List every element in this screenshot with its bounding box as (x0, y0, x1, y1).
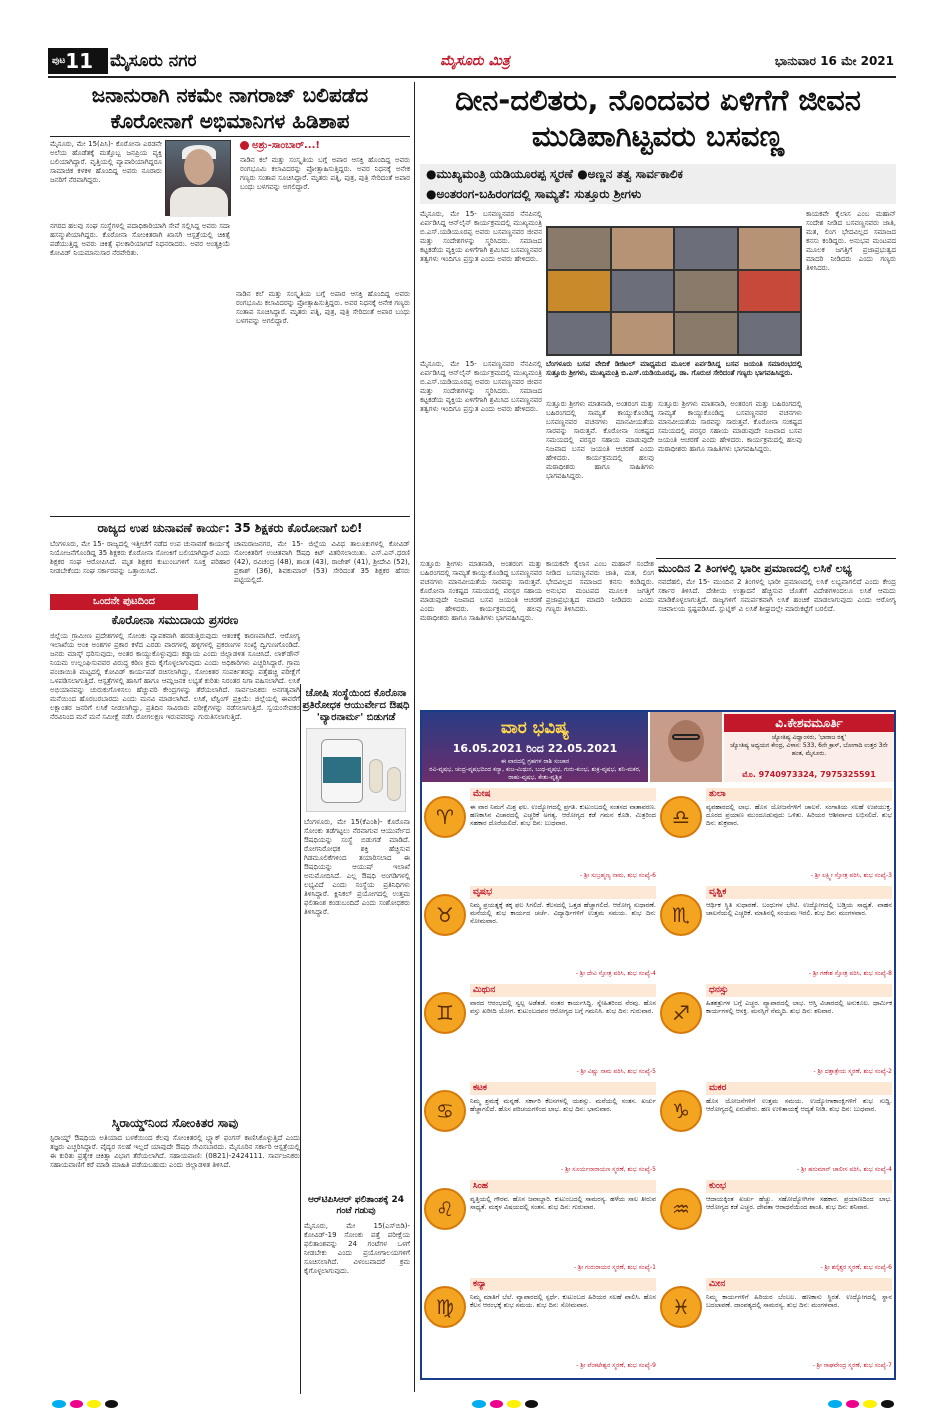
horoscope-sign (422, 884, 658, 984)
story1-body-b-cont: ನಾಡಿನ ಕಲೆ ಮತ್ತು ಸಂಸ್ಕೃತಿಯ ಬಗ್ಗೆ ಅಪಾರ ಆಸಕ್ತಿ ಹೊಂದಿದ್ದ ಅವರು ರಂಗಭೂಮಿ ಕಲಾವಿದರನ್ನು ಪ್ರೋತ್ಸಾಹಿಸುತ್ತಿದ್ದರು. ಅವರ ನಿಧನಕ್ಕೆ ಅನೇಕ ಗಣ್ಯರು ಸಂತಾಪ ಸೂಚಿಸಿದ್ದಾರೆ. ಮೃತರು ಪತ್ನಿ, ಪುತ್ರ, ಪುತ್ರಿ ಸೇರಿದಂತೆ ಅಪಾರ ಬಂಧು ಬಳಗವನ್ನು ಅಗಲಿದ್ದಾರೆ. (236, 290, 410, 325)
horoscope-sign (422, 1080, 658, 1180)
sign-text: ಆದಾಯಕ್ಕಿಂತ ಖರ್ಚು ಹೆಚ್ಚು. ಸಹೋದ್ಯೋಗಿಗಳ ಸಹಕಾರ. ಪ್ರಯಾಣದಿಂದ ಲಾಭ. ಆರೋಗ್ಯದ ಕಡೆ ಎಚ್ಚರ. ದೇವತಾ ಆರಾಧನೆಯಿಂದ ಶಾಂತಿ. ಶುಭ ದಿನ: ಶನಿವಾರ. (706, 1195, 892, 1211)
page-prefix: ಪುಟ (52, 56, 66, 66)
sign-footer: - ಶ್ರೀ ಗುರುರಾಯರ ಸ್ಮರಣೆ, ಶುಭ ಸಂಖ್ಯೆ-1 (573, 1264, 656, 1271)
bullet-line: ●ಅಂತರಂಗ-ಬಹಿರಂಗದಲ್ಲಿ ಸಾಮ್ಯತೆ: ಸುತ್ತೂರು ಶ್ರೀಗಳು (426, 187, 642, 201)
sign-footer: - ಶ್ರೀ ದೇವಿ ಸ್ತೋತ್ರ ಪಠಿಸಿ, ಶುಭ ಸಂಖ್ಯೆ-4 (575, 970, 656, 977)
horoscope-planets (422, 758, 648, 782)
astrologer-details (728, 734, 890, 758)
story7-body: ನವದೆಹಲಿ, ಮೇ 15- ಮುಂದಿನ 2 ತಿಂಗಳಲ್ಲಿ ಭಾರೀ ಪ್ರಮಾಣದಲ್ಲಿ ಲಸಿಕೆ ಲಭ್ಯವಾಗಲಿದೆ ಎಂದು ಕೇಂದ್ರ ಸರ್ಕಾರ ತಿಳಿಸಿದೆ. ದೇಶೀಯ ಉತ್ಪಾದನೆ ಹೆಚ್ಚಿಸುವ ಜೊತೆಗೆ ವಿದೇಶಗಳಿಂದಲೂ ಲಸಿಕೆ ಆಮದು ಮಾಡಿಕೊಳ್ಳಲಾಗುತ್ತಿದೆ. ರಾಜ್ಯಗಳಿಗೆ ಸಮರ್ಪಕವಾಗಿ ಲಸಿಕೆ ಹಂಚಿಕೆ ಮಾಡಲಾಗುವುದು ಎಂದು ಆರೋಗ್ಯ ಸಚಿವಾಲಯ ಸ್ಪಷ್ಟಪಡಿಸಿದೆ. ಸ್ಪುಟ್ನಿಕ್ ವಿ ಲಸಿಕೆ ಶೀಘ್ರದಲ್ಲೇ ಮಾರುಕಟ್ಟೆಗೆ ಬರಲಿದೆ. (658, 578, 896, 613)
medicine-bottle-photo (306, 728, 406, 812)
divider (50, 136, 410, 137)
print-color-marks (470, 1400, 540, 1408)
sign-footer: - ಶ್ರೀ ವಿಷ್ಣು ನಾಮ ಪಠಿಸಿ, ಶುಭ ಸಂಖ್ಯೆ-5 (576, 1068, 656, 1075)
story2-body: ಬೆಂಗಳೂರು, ಮೇ 15- ರಾಜ್ಯದಲ್ಲಿ ಇತ್ತೀಚೆಗೆ ನಡೆದ ಉಪ ಚುನಾವಣೆ ಕಾರ್ಯಕ್ಕೆ ನಿಯೋಜನೆಗೊಂಡಿದ್ದ 35 ಶಿಕ್ಷಕರು ಕೊರೋನಾ ಸೋಂಕಿಗೆ ಬಲಿಯಾಗಿದ್ದಾರೆ ಎಂದು ಶಿಕ್ಷಕರ ಸಂಘ ಆರೋಪಿಸಿದೆ. ಮೃತ ಶಿಕ್ಷಕರ ಕುಟುಂಬಗಳಿಗೆ ಸೂಕ್ತ ಪರಿಹಾರ ನೀಡಬೇಕೆಂದು ಸಂಘ ಸರ್ಕಾರವನ್ನು ಒತ್ತಾಯಿಸಿದೆ. (50, 540, 230, 575)
horoscope-sign (422, 1276, 658, 1376)
box1-body: ಬೆಂಗಳೂರು, ಮೇ 15(ಕೆಎಂಶಿ)- ಕೊರೊನಾ ಸೋಂಕು ತಡೆಗಟ್ಟಲು ನೆರವಾಗುವ ಆಯುರ್ವೇದ ಔಷಧಿಯನ್ನು ಸಂಸ್ಥೆ ಬಿಡುಗಡೆ ಮಾಡಿದೆ. ರೋಗನಿರೋಧಕ ಶಕ್ತಿ ಹೆಚ್ಚಿಸುವ ಗಿಡಮೂಲಿಕೆಗಳಿಂದ ತಯಾರಿಸಲಾದ ಈ ಔಷಧಿಯನ್ನು ಆಯುಷ್ ಇಲಾಖೆ ಅನುಮೋದಿಸಿದೆ. ಎಲ್ಲ ಔಷಧಿ ಅಂಗಡಿಗಳಲ್ಲಿ ಲಭ್ಯವಿದೆ ಎಂದು ಸಂಸ್ಥೆಯ ಪ್ರತಿನಿಧಿಗಳು ತಿಳಿಸಿದ್ದಾರೆ. ಕ್ಲಿನಿಕಲ್ ಪ್ರಯೋಗದಲ್ಲಿ ಉತ್ತಮ ಫಲಿತಾಂಶ ಕಂಡುಬಂದಿದೆ ಎಂದು ಸಂಶೋಧಕರು ತಿಳಿಸಿದ್ದಾರೆ. (304, 818, 410, 916)
continued-band: ಒಂದನೇ ಪುಟದಿಂದ (50, 594, 198, 610)
divider (656, 558, 896, 559)
sign-text: ನಿಮ್ಮ ಕಾರ್ಯಗಳಿಗೆ ಹಿರಿಯರ ಬೆಂಬಲ. ಹಣಕಾಸು ಸ್ಥಿರತೆ. ಉದ್ಯೋಗದಲ್ಲಿ ಸ್ಥಾನ ಬದಲಾವಣೆ. ದಾಂಪತ್ಯದಲ್ಲಿ ಸಾಮರಸ್ಯ. ಶುಭ ದಿನ: ಮಂಗಳವಾರ. (706, 1293, 892, 1309)
bullet-line: ●ಮುಖ್ಯಮಂತ್ರಿ ಯಡಿಯೂರಪ್ಪ ಸ್ಮರಣೆ ●ಅಣ್ಣನ ತತ್ವ ಸಾರ್ವಕಾಲಿಕ (426, 167, 683, 181)
astrologer-photo (650, 712, 722, 782)
divider (50, 516, 410, 517)
sign-footer: - ಶ್ರೀ ಹನುಮಾನ್ ಚಾಲೀಸ ಪಠಿಸಿ, ಶುಭ ಸಂಖ್ಯೆ-4 (796, 1166, 892, 1173)
story6-body-c: ಸುತ್ತೂರು ಶ್ರೀಗಳು ಮಾತನಾಡಿ, ಅಂತರಂಗ ಮತ್ತು ಬಹಿರಂಗದಲ್ಲಿ ಸಾಮ್ಯತೆ ಕಾಯ್ದುಕೊಂಡಿದ್ದ ಬಸವಣ್ಣನವರ ವಚನಗಳು ಮಾನವೀಯತೆಯ ಸಾರವನ್ನು ಸಾರುತ್ತವೆ. ಕೊರೋನಾ ಸಂಕಷ್ಟದ ಸಮಯದಲ್ಲಿ ಪರಸ್ಪರ ಸಹಾಯ ಮಾಡುವುದೇ ನಿಜವಾದ ಬಸವ ಜಯಂತಿ ಆಚರಣೆ ಎಂದು ಹೇಳಿದರು. ಕಾರ್ಯಕ್ರಮದಲ್ಲಿ ಹಲವು ಮಠಾಧೀಶರು ಹಾಗೂ ಸಾಹಿತಿಗಳು ಭಾಗವಹಿಸಿದ್ದರು. (546, 400, 654, 480)
box2-body: ಮೈಸೂರು, ಮೇ 15(ಎಸ್‌ಬಿಡಿ)- ಕೋವಿಡ್-19 ಸೋಂಕು ಪತ್ತೆ ಪರೀಕ್ಷೆಯ ಫಲಿತಾಂಶವನ್ನು 24 ಗಂಟೆಗಳ ಒಳಗೆ ನೀಡಬೇಕು ಎಂದು ಪ್ರಯೋಗಾಲಯಗಳಿಗೆ ಸೂಚಿಸಲಾಗಿದೆ. ವಿಳಂಬವಾದರೆ ಕ್ರಮ ಕೈಗೊಳ್ಳಲಾಗುವುದು. (304, 1222, 410, 1275)
horoscope-sign (658, 1178, 894, 1278)
portrait-photo (165, 140, 231, 216)
story1-headline: ಜನಾನುರಾಗಿ ನಕಮೇ ನಾಗರಾಜ್ ಬಲಿಪಡೆದ ಕೊರೋನಾಗೆ ಅಭಿಮಾನಿಗಳ ಹಿಡಿಶಾಪ (91, 83, 369, 133)
horoscope-sign (658, 1080, 894, 1180)
print-color-marks (50, 1400, 120, 1408)
story-tag (240, 140, 320, 151)
astrologer-title: ಜ್ಯೋತಿಷ್ಯ ವಿದ್ವಾಂಸರು, 'ಭಾರಾಜ ರತ್ನ' (771, 734, 847, 741)
sign-name: ಕಟಕ (470, 1082, 656, 1095)
sign-footer: - ಶ್ರೀ ಸೂರ್ಯನಾರಾಯಣ ಸ್ಮರಣೆ, ಶುಭ ಸಂಖ್ಯೆ-5 (561, 1166, 656, 1173)
sign-text: ವೃತ್ತಿಯಲ್ಲಿ ಗೌರವ. ಹೊಸ ಜವಾಬ್ದಾರಿ. ಕುಟುಂಬದಲ್ಲಿ ಸಾಮರಸ್ಯ. ಹಳೆಯ ಸಾಲ ತೀರುವ ಸಾಧ್ಯತೆ. ಮಕ್ಕಳ ವಿಷಯದಲ್ಲಿ ಸಂತಸ. ಶುಭ ದಿನ: ಗುರುವಾರ. (470, 1195, 656, 1211)
zodiac-icon: ♓ (660, 1286, 702, 1328)
column-rule (414, 82, 415, 1392)
zodiac-icon: ♒ (660, 1188, 702, 1230)
sign-footer: - ಶ್ರೀ ಶನೈಶ್ಚರ ಸ್ಮರಣೆ, ಶುಭ ಸಂಖ್ಯೆ-6 (820, 1264, 892, 1271)
sign-name: ತುಲಾ (706, 788, 892, 801)
horoscope-sign (658, 1276, 894, 1376)
zodiac-icon: ♈ (424, 796, 466, 838)
sign-name: ವೃಶ್ಚಿಕ (706, 886, 892, 899)
horoscope-sign (422, 982, 658, 1082)
zodiac-icon: ♍ (424, 1286, 466, 1328)
story6-headline: ದೀನ-ದಲಿತರು, ನೊಂದವರ ಏಳಿಗೆಗೆ ಜೀವನ ಮುಡಿಪಾಗಿಟ್ಟವರು ಬಸವಣ್ಣ (455, 83, 861, 153)
sign-name: ಕುಂಭ (706, 1180, 892, 1193)
zodiac-icon: ♎ (660, 796, 702, 838)
horoscope-sign (422, 1178, 658, 1278)
page-number: 11 (65, 49, 94, 73)
story5-body: ಚಾಮರಾಜನಗರ, ಮೇ 15- ಜಿಲ್ಲೆಯ ವಿವಿಧ ತಾಲೂಕುಗಳಲ್ಲಿ ಕೋವಿಡ್ ಸೋಂಕಿತರಿಗೆ ಉಚಿತವಾಗಿ ಔಷಧಿ ಕಿಟ್ ವಿತರಿಸಲಾಯಿತು. ಎಸ್.ಎನ್.ಧರಣಿ (42), ರವಿಚಂದ್ರ (48), ಶಾಂತ (43), ರಾಜೇಶ್ (41), ಶ್ರೀದೇವಿ (52), ಪ್ರಕಾಶ್ (36), ಶಿವಕುಮಾರ್ (53) ಸೇರಿದಂತೆ 35 ಶಿಕ್ಷಕರ ಹೆಸರು ಪಟ್ಟಿಯಲ್ಲಿದೆ. (234, 540, 410, 584)
sign-name: ಕನ್ಯಾ (470, 1278, 656, 1291)
zodiac-icon: ♉ (424, 894, 466, 936)
sign-text: ಈ ವಾರ ನಿಮಗೆ ಮಿಶ್ರ ಫಲ. ಉದ್ಯೋಗದಲ್ಲಿ ಪ್ರಗತಿ. ಕುಟುಂಬದಲ್ಲಿ ಸಂತಸದ ವಾತಾವರಣ. ಹಣಕಾಸಿನ ವಿಚಾರದಲ್ಲಿ ಎಚ್ಚರಿಕೆ ಅಗತ್ಯ. ಆರೋಗ್ಯದ ಕಡೆ ಗಮನ ಕೊಡಿ. ಮಿತ್ರರಿಂದ ಸಹಕಾರ ದೊರೆಯಲಿದೆ. ಶುಭ ದಿನ: ಬುಧವಾರ. (470, 803, 656, 827)
horoscope-sign (658, 982, 894, 1082)
story6-body-a-cont: ಮೈಸೂರು, ಮೇ 15- ಬಸವಣ್ಣನವರ ನೆನಪಿನಲ್ಲಿ ಏರ್ಪಡಿಸಿದ್ದ ಆನ್‌ಲೈನ್ ಕಾರ್ಯಕ್ರಮದಲ್ಲಿ ಮುಖ್ಯಮಂತ್ರಿ ಬಿ.ಎಸ್.ಯಡಿಯೂರಪ್ಪ ಅವರು ಬಸವಣ್ಣನವರ ಜೀವನ ಮತ್ತು ಸಂದೇಶಗಳನ್ನು ಸ್ಮರಿಸಿದರು. ಸಮಾಜದ ಕಟ್ಟಕಡೆಯ ವ್ಯಕ್ತಿಯ ಏಳಿಗೆಗಾಗಿ ಶ್ರಮಿಸಿದ ಬಸವಣ್ಣನವರ ತತ್ವಗಳು ಇಂದಿಗೂ ಪ್ರಸ್ತುತ ಎಂದು ಅವರು ಹೇಳಿದರು. (420, 360, 542, 413)
astrologer-address: ಜ್ಯೋತಿಷ್ಯ ಅಧ್ಯಯನ ಕೇಂದ್ರ, ವಿಳಾಸ: 533, 6ನೇ ಕ್ರಾಸ್, ಬೋಗಾದಿ ಉತ್ತರ 3ನೇ ಹಂತ, ಮೈಸೂರು. (730, 742, 888, 757)
astrologer-name: ವಿ.ಕೇಶವಮೂರ್ತಿ (724, 714, 894, 732)
sign-name: ಮೇಷ (470, 788, 656, 801)
sign-footer: - ಶ್ರೀ ವೆಂಕಟೇಶ್ವರ ಸ್ಮರಣೆ, ಶುಭ ಸಂಖ್ಯೆ-9 (576, 1362, 656, 1369)
sign-text: ನಿಮ್ಮ ಶ್ರಮಕ್ಕೆ ಮನ್ನಣೆ. ಸರ್ಕಾರಿ ಕೆಲಸಗಳಲ್ಲಿ ಯಶಸ್ಸು. ಮನೆಯಲ್ಲಿ ಸಂತಸ. ಖರ್ಚು ಹೆಚ್ಚಾಗಲಿದೆ. ಹೊಸ ಪರಿಚಯಗಳಿಂದ ಲಾಭ. ಶುಭ ದಿನ: ಭಾನುವಾರ. (470, 1097, 656, 1113)
story4-headline: ಸ್ಕಿರಾಯ್ಡ್‌ನಿಂದ ಸೋಂಕಿತರ ಸಾವು (111, 1116, 239, 1130)
sign-footer: - ಶ್ರೀ ಗಣೇಶ ಸ್ತೋತ್ರ ಪಠಿಸಿ, ಶುಭ ಸಂಖ್ಯೆ-8 (808, 970, 892, 977)
sign-name: ಮೀನ (706, 1278, 892, 1291)
zodiac-icon: ♌ (424, 1188, 466, 1230)
sign-name: ಸಿಂಹ (470, 1180, 656, 1193)
horoscope-sign (658, 884, 894, 984)
sign-name: ಮಿಥುನ (470, 984, 656, 997)
header-rule (48, 76, 896, 78)
story3-body: ಜಿಲ್ಲೆಯ ಗ್ರಾಮೀಣ ಪ್ರದೇಶಗಳಲ್ಲಿ ಸೋಂಕು ವ್ಯಾಪಕವಾಗಿ ಹರಡುತ್ತಿರುವುದು ಆತಂಕಕ್ಕೆ ಕಾರಣವಾಗಿದೆ. ಆರೋಗ್ಯ ಇಲಾಖೆಯ ಅಂಕಿ ಅಂಶಗಳ ಪ್ರಕಾರ ಕಳೆದ ಎರಡು ವಾರಗಳಲ್ಲಿ ಹಳ್ಳಿಗಳಲ್ಲಿ ಪ್ರಕರಣಗಳ ಸಂಖ್ಯೆ ದ್ವಿಗುಣಗೊಂಡಿದೆ. ಜನರು ಮಾಸ್ಕ್ ಧರಿಸುವುದು, ಅಂತರ ಕಾಯ್ದುಕೊಳ್ಳುವುದು ಕಡ್ಡಾಯ ಎಂದು ಜಿಲ್ಲಾಡಳಿತ ಸೂಚಿಸಿದೆ. ಲಾಕ್‌ಡೌನ್ ನಿಯಮ ಉಲ್ಲಂಘಿಸುವವರ ವಿರುದ್ಧ ಕಠಿಣ ಕ್ರಮ ಕೈಗೊಳ್ಳಲಾಗುವುದು ಎಂದು ಅಧಿಕಾರಿಗಳು ಎಚ್ಚರಿಸಿದ್ದಾರೆ. ಗ್ರಾಮ ಪಂಚಾಯಿತಿ ಮಟ್ಟದಲ್ಲಿ ಕೋವಿಡ್ ಕಾರ್ಯಪಡೆ ರಚಿಸಲಾಗಿದ್ದು, ಸೋಂಕಿತರ ಸಂಪರ್ಕಿತರನ್ನು ಪತ್ತೆಹಚ್ಚಿ ಪರೀಕ್ಷೆಗೆ ಒಳಪಡಿಸಲಾಗುತ್ತಿದೆ. ಆಸ್ಪತ್ರೆಗಳಲ್ಲಿ ಹಾಸಿಗೆ ಹಾಗೂ ಆಮ್ಲಜನಕ ಲಭ್ಯತೆ ಕುರಿತು ನಿರಂತರ ನಿಗಾ ವಹಿಸಲಾಗಿದೆ. ಲಸಿಕೆ ಅಭಿಯಾನವನ್ನು ಚುರುಕುಗೊಳಿಸಲು ಹೆಚ್ಚುವರಿ ಕೇಂದ್ರಗಳನ್ನು ತೆರೆಯಲಾಗಿದೆ. ಸಾರ್ವಜನಿಕರು ಅನಗತ್ಯವಾಗಿ ಮನೆಯಿಂದ ಹೊರಬರಬಾರದು ಎಂದು ಮನವಿ ಮಾಡಲಾಗಿದೆ. ಲಸಿಕೆ, ಟೆಸ್ಟಿಂಗ್ ಪ್ರಕ್ರಿಯೆ: ಜಿಲ್ಲೆಯಲ್ಲಿ ಈವರೆಗೆ ಲಕ್ಷಾಂತರ ಜನರಿಗೆ ಲಸಿಕೆ ನೀಡಲಾಗಿದ್ದು, ಪ್ರತಿದಿನ ಸಾವಿರಾರು ಪರೀಕ್ಷೆಗಳನ್ನು ನಡೆಸಲಾಗುತ್ತಿದೆ. ಸ್ವಯಂಸೇವಕರ ನೆರವಿನಿಂದ ಮನೆ ಮನೆ ಸಮೀಕ್ಷೆ ನಡೆಸಿ ರೋಗಲಕ್ಷಣ ಇರುವವರನ್ನು ಗುರುತಿಸಲಾಗುತ್ತಿದೆ. (50, 632, 300, 721)
story1-body-c: ನಗರದ ಹಲವು ಸಂಘ ಸಂಸ್ಥೆಗಳಲ್ಲಿ ಪದಾಧಿಕಾರಿಯಾಗಿ ಸೇವೆ ಸಲ್ಲಿಸಿದ್ದ ಅವರು ಸದಾ ಹಸನ್ಮುಖಿಯಾಗಿದ್ದರು. ಕೊರೋನಾ ಸೋಂಕಿತರಾಗಿ ಖಾಸಗಿ ಆಸ್ಪತ್ರೆಯಲ್ಲಿ ಚಿಕಿತ್ಸೆ ಪಡೆಯುತ್ತಿದ್ದ ಅವರು ಚಿಕಿತ್ಸೆ ಫಲಕಾರಿಯಾಗದೆ ನಿಧನರಾದರು. ಅವರ ಅಂತ್ಯಕ್ರಿಯೆ ಕೋವಿಡ್ ನಿಯಮಾನುಸಾರ ನೆರವೇರಿತು. (50, 222, 230, 257)
story1-body-b: ನಾಡಿನ ಕಲೆ ಮತ್ತು ಸಂಸ್ಕೃತಿಯ ಬಗ್ಗೆ ಅಪಾರ ಆಸಕ್ತಿ ಹೊಂದಿದ್ದ ಅವರು ರಂಗಭೂಮಿ ಕಲಾವಿದರನ್ನು ಪ್ರೋತ್ಸಾಹಿಸುತ್ತಿದ್ದರು. ಅವರ ನಿಧನಕ್ಕೆ ಅನೇಕ ಗಣ್ಯರು ಸಂತಾಪ ಸೂಚಿಸಿದ್ದಾರೆ. ಮೃತರು ಪತ್ನಿ, ಪುತ್ರ, ಪುತ್ರಿ ಸೇರಿದಂತೆ ಅಪಾರ ಬಂಧು ಬಳಗವನ್ನು ಅಗಲಿದ್ದಾರೆ. (240, 156, 410, 191)
video-call-photo (546, 226, 802, 356)
horoscope-dates: 16.05.2021 ರಿಂದ 22.05.2021 (452, 742, 618, 755)
zodiac-icon: ♊ (424, 992, 466, 1034)
sign-text: ವಾರದ ಆರಂಭದಲ್ಲಿ ಸ್ವಲ್ಪ ಅಡೆತಡೆ. ನಂತರ ಕಾರ್ಯಸಿದ್ಧಿ. ಸ್ನೇಹಿತರಿಂದ ನೆರವು. ಹೊಸ ವಸ್ತು ಖರೀದಿ ಯೋಗ. ಕುಟುಂಬದವರ ಆರೋಗ್ಯದ ಬಗ್ಗೆ ಗಮನಿಸಿ. ಶುಭ ದಿನ: ಗುರುವಾರ. (470, 999, 656, 1015)
story6-body-c-cont: ಸುತ್ತೂರು ಶ್ರೀಗಳು ಮಾತನಾಡಿ, ಅಂತರಂಗ ಮತ್ತು ಬಹಿರಂಗದಲ್ಲಿ ಸಾಮ್ಯತೆ ಕಾಯ್ದುಕೊಂಡಿದ್ದ ಬಸವಣ್ಣನವರ ವಚನಗಳು ಮಾನವೀಯತೆಯ ಸಾರವನ್ನು ಸಾರುತ್ತವೆ. ಕೊರೋನಾ ಸಂಕಷ್ಟದ ಸಮಯದಲ್ಲಿ ಪರಸ್ಪರ ಸಹಾಯ ಮಾಡುವುದೇ ನಿಜವಾದ ಬಸವ ಜಯಂತಿ ಆಚರಣೆ ಎಂದು ಹೇಳಿದರು. ಕಾರ್ಯಕ್ರಮದಲ್ಲಿ ಹಲವು ಮಠಾಧೀಶರು ಹಾಗೂ ಸಾಹಿತಿಗಳು ಭಾಗವಹಿಸಿದ್ದರು. (658, 400, 802, 453)
sign-footer: - ಶ್ರೀ ದತ್ತಾತ್ರೇಯ ಸ್ಮರಣೆ, ಶುಭ ಸಂಖ್ಯೆ-2 (813, 1068, 892, 1075)
box2-headline: ಆರ್‌ಟಿಪಿಸಿಆರ್ ಫಲಿತಾಂಶಕ್ಕೆ 24 ಗಂಟೆ ಗಡುವು (307, 1195, 405, 1216)
section-title: ಮೈಸೂರು ನಗರ (110, 51, 197, 71)
sign-text: ವ್ಯವಹಾರದಲ್ಲಿ ಲಾಭ. ಹೊಸ ಯೋಜನೆಗಳಿಗೆ ಚಾಲನೆ. ಸಂಗಾತಿಯ ಸಲಹೆ ಉಪಯುಕ್ತ. ದೂರದ ಪ್ರಯಾಣ ಮುಂದೂಡುವುದು ಒಳಿತು. ಹಿರಿಯರ ಆಶೀರ್ವಾದ ಲಭಿಸಲಿದೆ. ಶುಭ ದಿನ: ಶುಕ್ರವಾರ. (706, 803, 892, 827)
sign-name: ಧನಸ್ಸು (706, 984, 892, 997)
astrologer-phone: ಮೊ. 9740973324, 7975325591 (742, 770, 876, 779)
masthead-logo: ಮೈಸೂರು ಮಿತ್ರ (440, 53, 510, 69)
horoscope-sign (422, 786, 658, 886)
bullet-icon (240, 141, 249, 150)
column-rule (300, 684, 301, 1394)
story4-body: ಸ್ಟಿರಾಯ್ಡ್ ಔಷಧಿಯ ಅತಿಯಾದ ಬಳಕೆಯಿಂದ ಕೆಲವು ಸೋಂಕಿತರಲ್ಲಿ ಬ್ಲ್ಯಾಕ್ ಫಂಗಸ್ ಕಾಣಿಸಿಕೊಳ್ಳುತ್ತಿದೆ ಎಂದು ತಜ್ಞರು ಎಚ್ಚರಿಸಿದ್ದಾರೆ. ವೈದ್ಯರ ಸಲಹೆ ಇಲ್ಲದೆ ಯಾವುದೇ ಔಷಧಿ ಸೇವಿಸಬಾರದು. ಮೈಸೂರಿನ ಸರ್ಕಾರಿ ಆಸ್ಪತ್ರೆಯಲ್ಲಿ ಈ ಕುರಿತು ಪ್ರತ್ಯೇಕ ಚಿಕಿತ್ಸಾ ವಿಭಾಗ ತೆರೆಯಲಾಗಿದೆ. ಸಹಾಯವಾಣಿ: (0821)-2424111. ಸಾರ್ವಜನಿಕರು ಸಹಾಯವಾಣಿಗೆ ಕರೆ ಮಾಡಿ ಮಾಹಿತಿ ಪಡೆಯಬಹುದು ಎಂದು ಜಿಲ್ಲಾಡಳಿತ ತಿಳಿಸಿದೆ. (50, 1134, 300, 1169)
story6-body-tail: ಕಾಯಕವೇ ಕೈಲಾಸ ಎಂಬ ಮಹಾನ್ ಸಂದೇಶ ನೀಡಿದ ಬಸವಣ್ಣನವರು ಜಾತಿ, ಮತ, ಲಿಂಗ ಭೇದವಿಲ್ಲದ ಸಮಾಜದ ಕನಸು ಕಂಡಿದ್ದರು. ಅನುಭವ ಮಂಟಪದ ಮೂಲಕ ಜಗತ್ತಿಗೆ ಪ್ರಜಾಪ್ರಭುತ್ವದ ಮಾದರಿ ನೀಡಿದರು ಎಂದು ಗಣ್ಯರು ತಿಳಿಸಿದರು. (546, 560, 654, 613)
sign-text: ಹೊಸ ಯೋಜನೆಗಳಿಗೆ ಉತ್ತಮ ಸಮಯ. ಉದ್ಯೋಗಾಕಾಂಕ್ಷಿಗಳಿಗೆ ಶುಭ ಸುದ್ದಿ. ಆರೋಗ್ಯದಲ್ಲಿ ಏರುಪೇರು. ಹಣ ಉಳಿತಾಯಕ್ಕೆ ಆದ್ಯತೆ ನೀಡಿ. ಶುಭ ದಿನ: ಬುಧವಾರ. (706, 1097, 892, 1113)
zodiac-icon: ♐ (660, 992, 702, 1034)
story-tag-text: ಅಶ್ರು-ಸಾಂಬಾರ್...! (252, 140, 320, 151)
zodiac-icon: ♏ (660, 894, 702, 936)
zodiac-icon: ♋ (424, 1090, 466, 1132)
astrologer-info (724, 712, 894, 782)
story7-headline: ಮುಂದಿನ 2 ತಿಂಗಳಲ್ಲಿ ಭಾರೀ ಪ್ರಮಾಣದಲ್ಲಿ ಲಸಿಕೆ ಲಭ್ಯ (658, 562, 852, 575)
sign-name: ಮಕರ (706, 1082, 892, 1095)
story6-bullets (420, 164, 896, 204)
horoscope-header (422, 712, 648, 782)
print-color-marks (826, 1400, 896, 1408)
story6-body-a: ಮೈಸೂರು, ಮೇ 15- ಬಸವಣ್ಣನವರ ನೆನಪಿನಲ್ಲಿ ಏರ್ಪಡಿಸಿದ್ದ ಆನ್‌ಲೈನ್ ಕಾರ್ಯಕ್ರಮದಲ್ಲಿ ಮುಖ್ಯಮಂತ್ರಿ ಬಿ.ಎಸ್.ಯಡಿಯೂರಪ್ಪ ಅವರು ಬಸವಣ್ಣನವರ ಜೀವನ ಮತ್ತು ಸಂದೇಶಗಳನ್ನು ಸ್ಮರಿಸಿದರು. ಸಮಾಜದ ಕಟ್ಟಕಡೆಯ ವ್ಯಕ್ತಿಯ ಏಳಿಗೆಗಾಗಿ ಶ್ರಮಿಸಿದ ಬಸವಣ್ಣನವರ ತತ್ವಗಳು ಇಂದಿಗೂ ಪ್ರಸ್ತುತ ಎಂದು ಅವರು ಹೇಳಿದರು. (420, 210, 542, 263)
story6-body-b: ಕಾಯಕವೇ ಕೈಲಾಸ ಎಂಬ ಮಹಾನ್ ಸಂದೇಶ ನೀಡಿದ ಬಸವಣ್ಣನವರು ಜಾತಿ, ಮತ, ಲಿಂಗ ಭೇದವಿಲ್ಲದ ಸಮಾಜದ ಕನಸು ಕಂಡಿದ್ದರು. ಅನುಭವ ಮಂಟಪದ ಮೂಲಕ ಜಗತ್ತಿಗೆ ಪ್ರಜಾಪ್ರಭುತ್ವದ ಮಾದರಿ ನೀಡಿದರು ಎಂದು ಗಣ್ಯರು ತಿಳಿಸಿದರು. (806, 210, 896, 272)
horoscope-subtitle: ಈ ವಾರದಲ್ಲಿ ಗ್ರಹಗಳ ರಾಶಿ ಸಂಚಾರ (500, 758, 570, 765)
planet-positions: ರವಿ-ವೃಷಭ, ಚಂದ್ರ-ವೃಷಭದಿಂದ ಕನ್ಯಾ, ಕುಜ-ಮಿಥುನ, ಬುಧ-ವೃಷಭ, ಗುರು-ಕುಂಭ, ಶುಕ್ರ-ವೃಷಭ, ಶನಿ-ಮಕರ, ರಾಹು-ವೃಷಭ, ಕೇತು-ವೃಶ್ಚಿಕ (429, 766, 641, 781)
horoscope-title: ವಾರ ಭವಿಷ್ಯ (500, 718, 570, 738)
sign-footer: - ಶ್ರೀ ರಾಘವೇಂದ್ರ ಸ್ಮರಣೆ, ಶುಭ ಸಂಖ್ಯೆ-7 (812, 1362, 892, 1369)
sign-text: ಹಿತಶತ್ರುಗಳ ಬಗ್ಗೆ ಎಚ್ಚರ. ವ್ಯಾಪಾರದಲ್ಲಿ ಲಾಭ. ಆಸ್ತಿ ವಿಚಾರದಲ್ಲಿ ಅನುಕೂಲ. ಧಾರ್ಮಿಕ ಕಾರ್ಯಗಳಲ್ಲಿ ಆಸಕ್ತಿ. ಮನಸ್ಸಿಗೆ ನೆಮ್ಮದಿ. ಶುಭ ದಿನ: ಶನಿವಾರ. (706, 999, 892, 1015)
sign-text: ನಿಮ್ಮ ಮಾತಿಗೆ ಬೆಲೆ. ವ್ಯಾಪಾರದಲ್ಲಿ ಸ್ಪರ್ಧೆ. ಕುಟುಂಬದ ಹಿರಿಯರ ಸಲಹೆ ಪಾಲಿಸಿ. ಹೊಸ ಕೆಲಸ ಆರಂಭಕ್ಕೆ ಶುಭ ಸಮಯ. ಶುಭ ದಿನ: ಸೋಮವಾರ. (470, 1293, 656, 1309)
sign-text: ನಿಮ್ಮ ಪ್ರಯತ್ನಕ್ಕೆ ತಕ್ಕ ಫಲ ಸಿಗಲಿದೆ. ಕೆಲಸದಲ್ಲಿ ಒತ್ತಡ ಹೆಚ್ಚಾಗಲಿದೆ. ಆರೋಗ್ಯ ಸುಧಾರಣೆ. ಮನೆಯಲ್ಲಿ ಶುಭ ಕಾರ್ಯದ ಚರ್ಚೆ. ವಿದ್ಯಾರ್ಥಿಗಳಿಗೆ ಉತ್ತಮ ಸಮಯ. ಶುಭ ದಿನ: ಸೋಮವಾರ. (470, 901, 656, 925)
box1-headline: ಚೋಷಿ ಸಂಸ್ಥೆಯಿಂದ ಕೊರೊನಾ ಪ್ರತಿರೋಧಕ ಆಯುರ್ವೇದ ಔಷಧಿ 'ವ್ಯಾರನಾರ್ಮ' ಬಿಡುಗಡೆ (302, 688, 410, 723)
story2-headline: ರಾಜ್ಯದ ಉಪ ಚುನಾವಣೆ ಕಾರ್ಯ: 35 ಶಿಕ್ಷಕರು ಕೊರೋನಾಗೆ ಬಲಿ! (97, 521, 363, 535)
story6-body-tail2: ಸುತ್ತೂರು ಶ್ರೀಗಳು ಮಾತನಾಡಿ, ಅಂತರಂಗ ಮತ್ತು ಬಹಿರಂಗದಲ್ಲಿ ಸಾಮ್ಯತೆ ಕಾಯ್ದುಕೊಂಡಿದ್ದ ಬಸವಣ್ಣನವರ ವಚನಗಳು ಮಾನವೀಯತೆಯ ಸಾರವನ್ನು ಸಾರುತ್ತವೆ. ಕೊರೋನಾ ಸಂಕಷ್ಟದ ಸಮಯದಲ್ಲಿ ಪರಸ್ಪರ ಸಹಾಯ ಮಾಡುವುದೇ ನಿಜವಾದ ಬಸವ ಜಯಂತಿ ಆಚರಣೆ ಎಂದು ಹೇಳಿದರು. ಕಾರ್ಯಕ್ರಮದಲ್ಲಿ ಹಲವು ಮಠಾಧೀಶರು ಹಾಗೂ ಸಾಹಿತಿಗಳು ಭಾಗವಹಿಸಿದ್ದರು. (420, 560, 542, 622)
story3-headline: ಕೊರೋನಾ ಸಮುದಾಯ ಪ್ರಸರಣ (111, 613, 239, 627)
story1-body-a: ಮೈಸೂರು, ಮೇ 15(ಪಿಸಿ)- ಕೊರೋನಾ ಎರಡನೇ ಅಲೆಯ ಹೊಡೆತಕ್ಕೆ ಮತ್ತೊಬ್ಬ ಜನಪ್ರಿಯ ವ್ಯಕ್ತಿ ಬಲಿಯಾಗಿದ್ದಾರೆ. ವೃತ್ತಿಯಲ್ಲಿ ವ್ಯಾಪಾರಿಯಾಗಿದ್ದರೂ ಸಾಮಾಜಿಕ ಕಳಕಳಿ ಹೊಂದಿದ್ದ ಅವರು ನೂರಾರು ಜನರಿಗೆ ನೆರವಾಗಿದ್ದರು. (50, 140, 162, 184)
photo-caption: ಬೆಂಗಳೂರು ಬಸವ ವೇದಿಕೆ ಡಿಜಿಟಲ್ ಮಾಧ್ಯಮದ ಮೂಲಕ ಏರ್ಪಡಿಸಿದ್ದ ಬಸವ ಜಯಂತಿ ಸಮಾರಂಭದಲ್ಲಿ ಸುತ್ತೂರು ಶ್ರೀಗಳು, ಮುಖ್ಯಮಂತ್ರಿ ಬಿ.ಎಸ್.ಯಡಿಯೂರಪ್ಪ, ಡಾ. ಗೊರುಚ ಸೇರಿದಂತೆ ಗಣ್ಯರು ಭಾಗವಹಿಸಿದ್ದರು. (546, 360, 802, 377)
sign-text: ಆರ್ಥಿಕ ಸ್ಥಿತಿ ಸುಧಾರಣೆ. ಬಂಧುಗಳ ಭೇಟಿ. ಉದ್ಯೋಗದಲ್ಲಿ ಬಡ್ತಿಯ ಸಾಧ್ಯತೆ. ವಾಹನ ಚಾಲನೆಯಲ್ಲಿ ಎಚ್ಚರಿಕೆ. ಮಾತಿನಲ್ಲಿ ಸಂಯಮ ಇರಲಿ. ಶುಭ ದಿನ: ಮಂಗಳವಾರ. (706, 901, 892, 917)
sign-footer: - ಶ್ರೀ ಲಕ್ಷ್ಮೀ ಸ್ತೋತ್ರ ಪಠಿಸಿ, ಶುಭ ಸಂಖ್ಯೆ-3 (810, 872, 892, 879)
page-number-box (48, 48, 108, 74)
sign-name: ವೃಷಭ (470, 886, 656, 899)
sign-footer: - ಶ್ರೀ ಸುಬ್ರಹ್ಮಣ್ಯ ನಾಮ, ಶುಭ ಸಂಖ್ಯೆ-6 (579, 872, 656, 879)
zodiac-icon: ♑ (660, 1090, 702, 1132)
horoscope-sign (658, 786, 894, 886)
dateline: ಭಾನುವಾರ 16 ಮೇ 2021 (774, 54, 894, 68)
